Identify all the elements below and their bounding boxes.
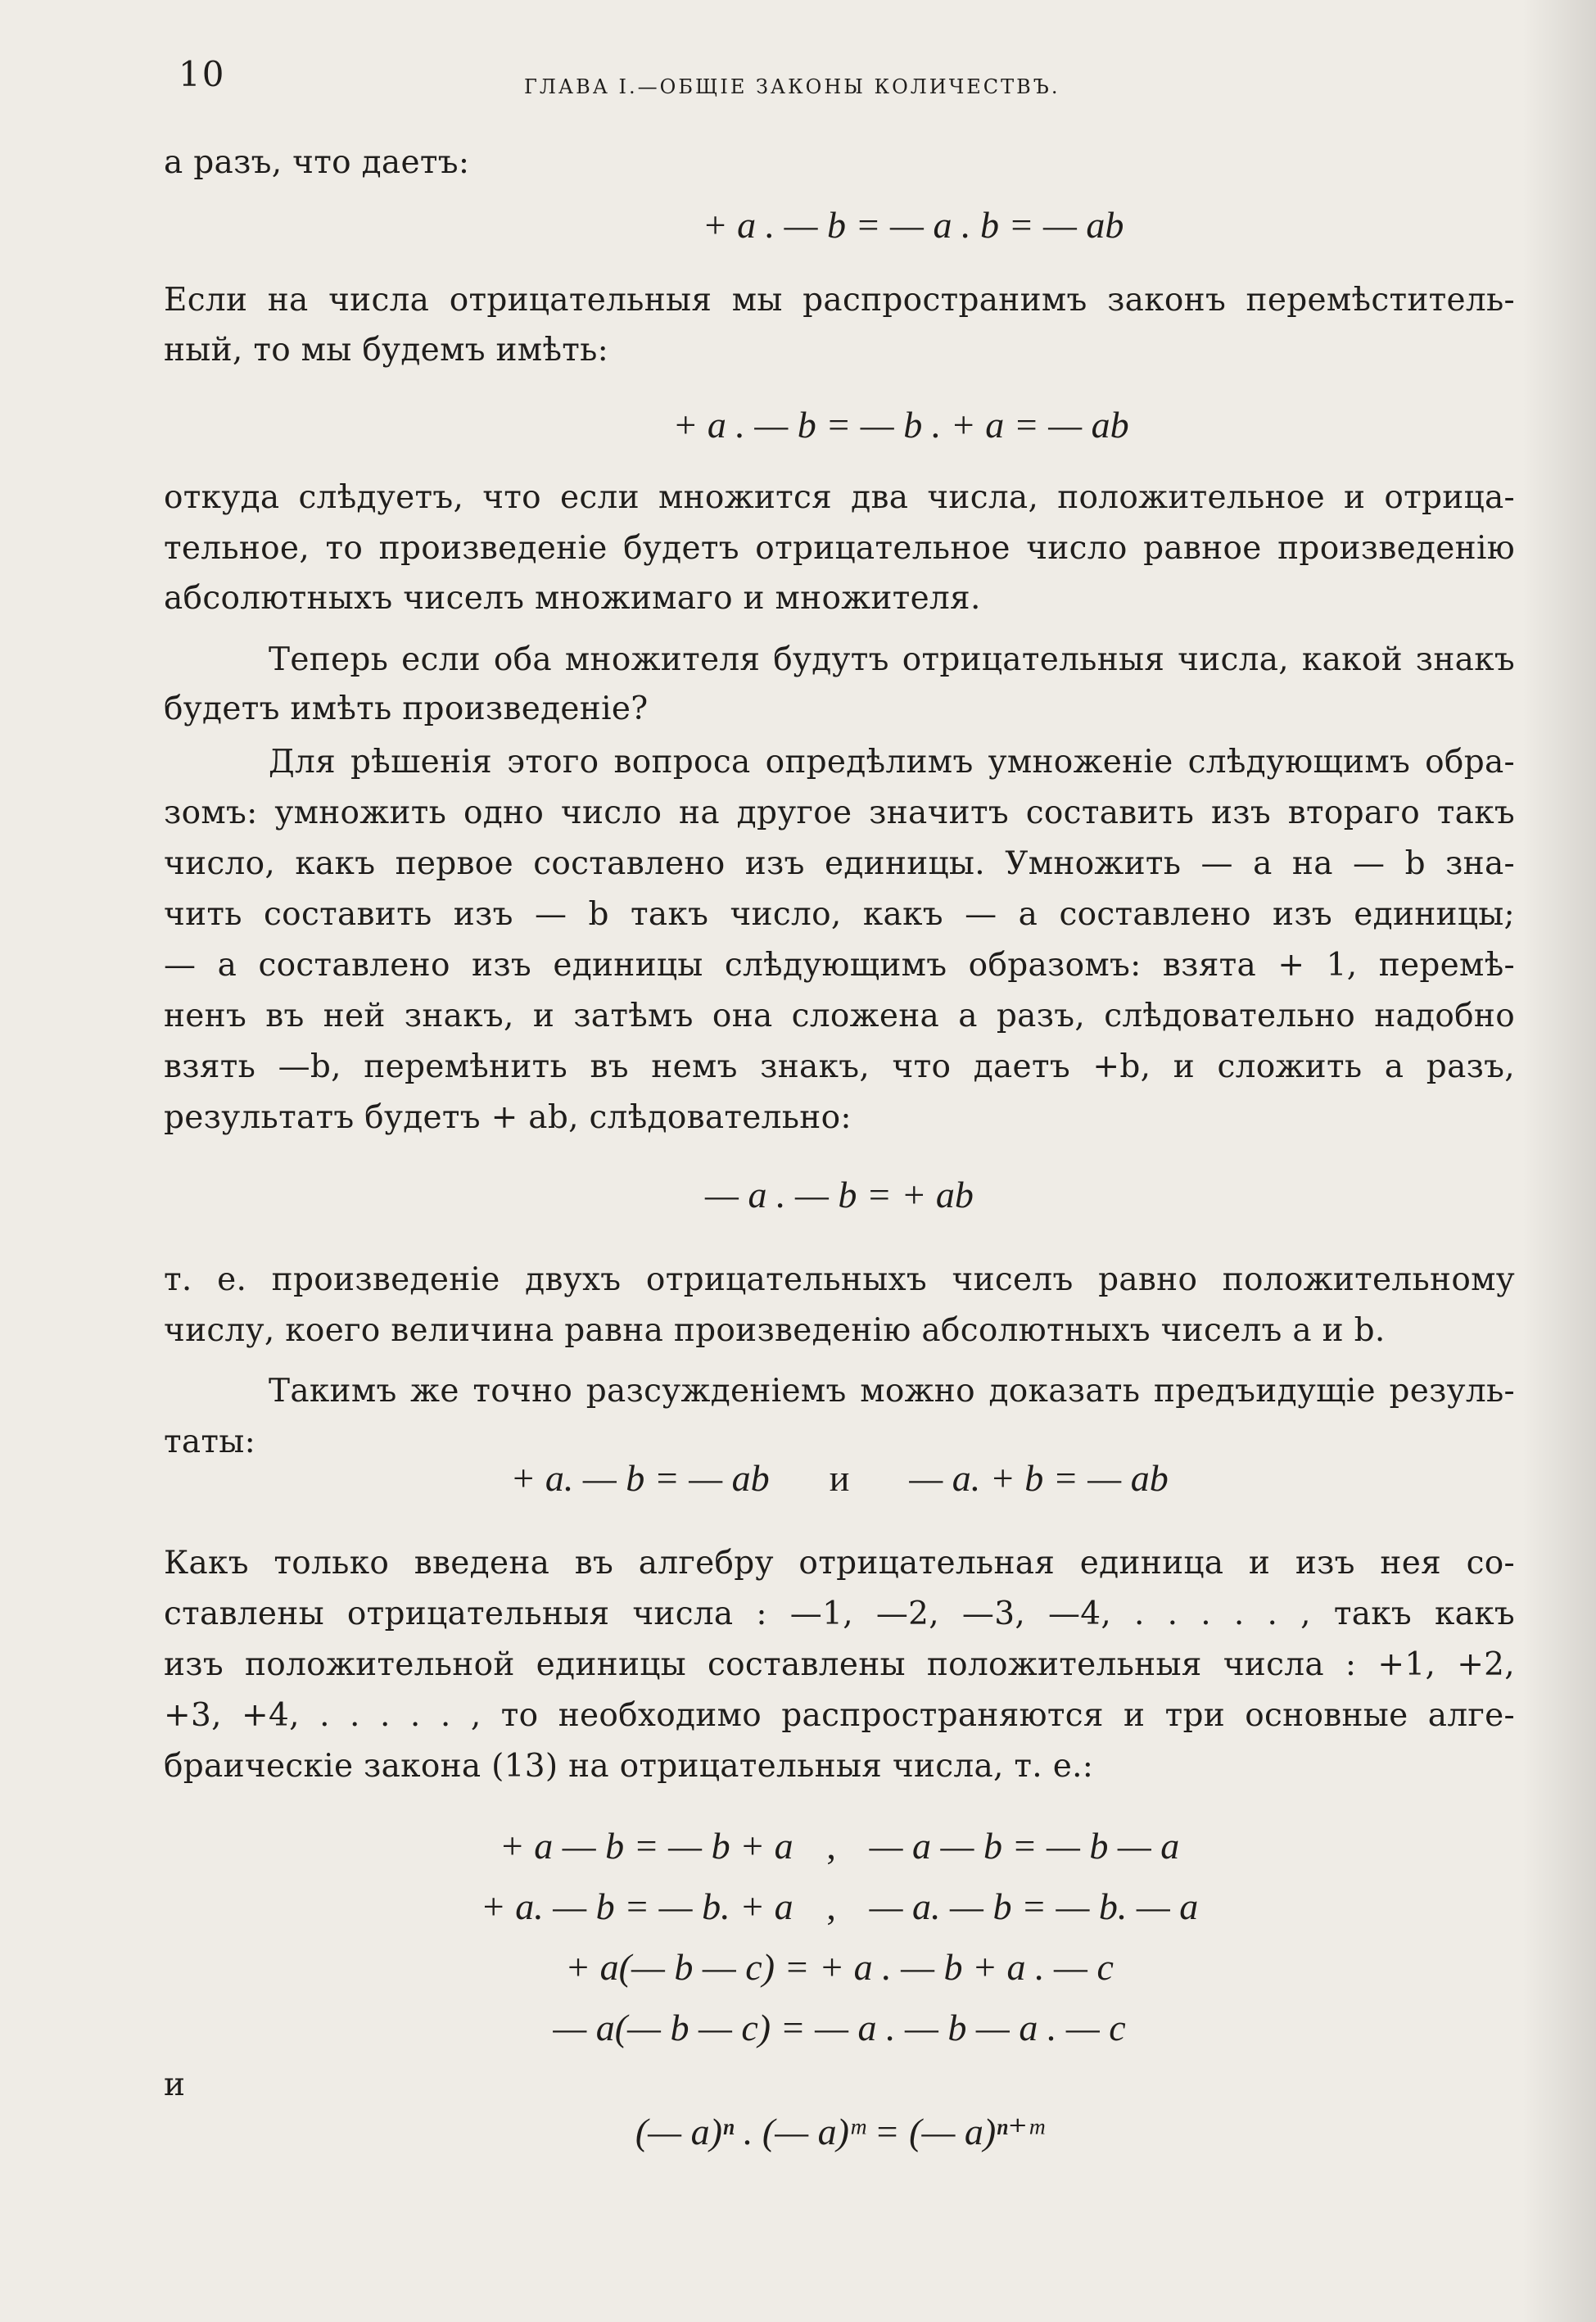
- text-line: изъ положительной единицы составлены положительныя числа : +1, +2,: [164, 1646, 1515, 1683]
- text-line: ный, то мы будемъ имѣть:: [164, 332, 609, 369]
- text-line: Если на числа отрицательныя мы распространимъ законъ перемѣститель-: [164, 282, 1515, 319]
- text-line: и: [164, 2066, 185, 2103]
- formula-4-conjunction: и: [829, 1457, 850, 1499]
- formula-1: + a . — b = — a . b = — ab: [702, 204, 1124, 246]
- formula-5-left: + a — b = — b + a: [499, 1825, 793, 1867]
- formula-6: [164, 1881, 1515, 1932]
- text-line: Для рѣшенія этого вопроса опредѣлимъ умноженіе слѣдующимъ обра-: [269, 744, 1515, 781]
- text-line: a разъ, что даетъ:: [164, 144, 470, 181]
- running-head: ГЛАВА I.—ОБЩІЕ ЗАКОНЫ КОЛИЧЕСТВЪ.: [524, 75, 1060, 98]
- text-line: +3, +4, . . . . . , то необходимо распространяются и три основные алге-: [164, 1697, 1515, 1734]
- page-number: 10: [179, 54, 226, 94]
- text-line: т. е. произведеніе двухъ отрицательныхъ чиселъ равно положительному: [164, 1261, 1515, 1298]
- text-line: браическіе закона (13) на отрицательныя числа, т. е.:: [164, 1748, 1094, 1785]
- text-line: откуда слѣдуетъ, что если множится два числа, положительное и отрица-: [164, 479, 1515, 516]
- text-line: число, какъ первое составлено изъ единицы. Умножить — a на — b зна-: [164, 845, 1515, 882]
- formula-4-left: + a. — b = — ab: [510, 1457, 770, 1499]
- formula-5: [164, 1821, 1515, 1872]
- text-line: зомъ: умножить одно число на другое значитъ составить изъ втораго такъ: [164, 794, 1515, 831]
- formula-9: (— a)ⁿ . (— a)ᵐ = (— a)ⁿ⁺ᵐ: [635, 2111, 1044, 2152]
- page-edge-shadow: [1522, 0, 1596, 2322]
- formula-7: + a(— b — c) = + a . — b + a . — c: [565, 1946, 1114, 1988]
- text-line: Какъ только введена въ алгебру отрицательная единица и изъ нея со-: [164, 1545, 1515, 1582]
- formula-6-right: — a. — b = — b. — a: [869, 1885, 1199, 1927]
- text-line: ставлены отрицательныя числа : —1, —2, —3, —4, . . . . . , такъ какъ: [164, 1596, 1515, 1632]
- formula-5-separator: ,: [826, 1825, 836, 1867]
- text-line: результатъ будетъ + ab, слѣдовательно:: [164, 1099, 852, 1136]
- text-line: числу, коего величина равна произведенію абсолютныхъ чиселъ a и b.: [164, 1312, 1386, 1349]
- text-line: — a составлено изъ единицы слѣдующимъ образомъ: взята + 1, перемѣ-: [164, 947, 1515, 984]
- formula-3: — a . — b = + ab: [705, 1174, 974, 1215]
- text-line: чить составить изъ — b такъ число, какъ — a составлено изъ единицы;: [164, 896, 1515, 933]
- formula-4: [164, 1453, 1515, 1504]
- text-line: тельное, то произведеніе будетъ отрицательное число равное произведенію: [164, 530, 1515, 567]
- formula-2: + a . — b = — b . + a = — ab: [672, 404, 1129, 446]
- text-line: будетъ имѣть произведеніе?: [164, 690, 649, 727]
- text-line: абсолютныхъ чиселъ множимаго и множителя.: [164, 580, 981, 617]
- text-line: взять —b, перемѣнить въ немъ знакъ, что даетъ +b, и сложить a разъ,: [164, 1048, 1515, 1085]
- formula-6-left: + a. — b = — b. + a: [480, 1885, 793, 1927]
- formula-6-separator: ,: [826, 1885, 836, 1927]
- formula-4-right: — a. + b = — ab: [909, 1457, 1169, 1499]
- formula-5-right: — a — b = — b — a: [869, 1825, 1180, 1867]
- text-line: Такимъ же точно разсужденіемъ можно доказать предъидущіе резуль-: [269, 1373, 1515, 1410]
- formula-8: — a(— b — c) = — a . — b — a . — c: [553, 2007, 1126, 2048]
- text-line: Теперь если оба множителя будутъ отрицательныя числа, какой знакъ: [269, 641, 1515, 678]
- text-line: таты:: [164, 1424, 256, 1460]
- text-line: ненъ въ ней знакъ, и затѣмъ она сложена a разъ, слѣдовательно надобно: [164, 998, 1515, 1034]
